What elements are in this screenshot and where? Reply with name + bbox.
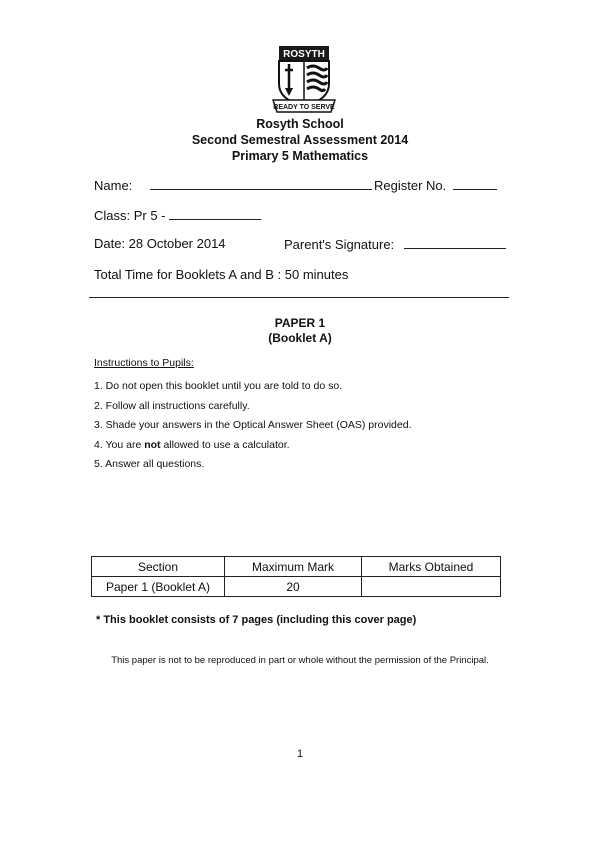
signature-blank[interactable] xyxy=(404,236,506,249)
date-label: Date: 28 October 2014 xyxy=(94,236,226,251)
instruction-item xyxy=(94,439,412,459)
instruction-item: 2. Follow all instructions carefully. xyxy=(94,399,250,412)
table-row xyxy=(92,577,501,597)
signature-field[interactable] xyxy=(284,236,506,252)
instruction-item: 5. Answer all questions. xyxy=(94,458,205,470)
register-field[interactable] xyxy=(374,177,497,193)
crest-top-text: ROSYTH xyxy=(283,49,325,60)
total-time: Total Time for Booklets A and B : 50 minutes xyxy=(94,267,349,282)
divider-rule xyxy=(89,297,509,298)
exam-title: Second Semestral Assessment 2014 xyxy=(191,133,409,147)
signature-label: Parent's Signature: xyxy=(284,237,395,252)
instruction-item-4-rest: allowed to use a calculator. xyxy=(160,438,290,451)
header-marks-obtained: Marks Obtained xyxy=(362,557,501,577)
name-label: Name: xyxy=(94,178,133,193)
page-number: 1 xyxy=(296,748,304,760)
school-crest-logo xyxy=(271,44,337,114)
school-name: Rosyth School xyxy=(256,117,344,131)
marks-table-header-row xyxy=(92,557,501,577)
instruction-item-4-bold: not xyxy=(144,438,161,451)
name-field[interactable] xyxy=(94,177,372,193)
register-label: Register No. xyxy=(374,178,447,193)
class-label: Class: Pr 5 - xyxy=(94,208,166,223)
marks-table xyxy=(91,556,501,597)
cell-section: Paper 1 (Booklet A) xyxy=(92,577,225,597)
instruction-item-4-start: 4. You are xyxy=(94,438,145,451)
header-section: Section xyxy=(92,557,225,577)
register-blank[interactable] xyxy=(453,177,497,190)
cell-maximum-mark: 20 xyxy=(225,577,362,597)
booklet-note: * This booklet consists of 7 pages (including this cover page) xyxy=(96,614,417,626)
crest-banner-text: READY TO SERVE xyxy=(273,104,335,111)
permission-notice: This paper is not to be reproduced in part or whole without the permission of the Principal. xyxy=(111,655,489,666)
cell-marks-obtained[interactable] xyxy=(362,577,501,597)
class-field[interactable] xyxy=(94,207,261,223)
booklet-title: (Booklet A) xyxy=(268,331,332,345)
instructions-title: Instructions to Pupils: xyxy=(94,357,194,369)
class-blank[interactable] xyxy=(169,207,261,220)
header-maximum-mark: Maximum Mark xyxy=(225,557,362,577)
instruction-item: 3. Shade your answers in the Optical Answer Sheet (OAS) provided. xyxy=(94,419,412,431)
paper-title: PAPER 1 xyxy=(274,316,326,330)
instructions-list xyxy=(94,380,412,478)
instruction-item: 1. Do not open this booklet until you are told to do so. xyxy=(94,380,343,392)
date-field xyxy=(94,236,226,251)
name-blank[interactable] xyxy=(150,177,372,190)
subject-title: Primary 5 Mathematics xyxy=(231,149,369,163)
